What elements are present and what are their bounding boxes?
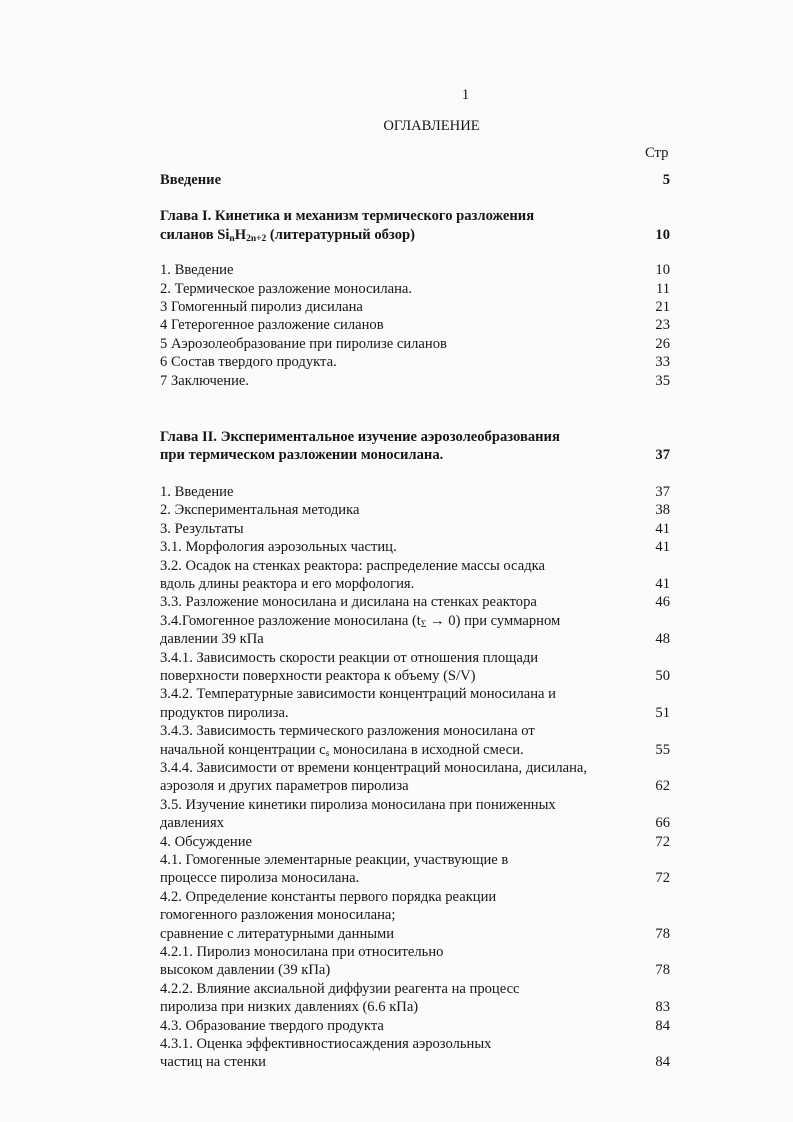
- entry-title-line: вдоль длины реактора и его морфология.: [160, 575, 415, 592]
- entry-page-number: 23: [655, 317, 670, 334]
- entry-title-line: 3 Гомогенный пиролиз дисилана: [160, 299, 363, 316]
- entry-page-number: 33: [655, 354, 670, 371]
- text-segment: 3.4.Гомогенное разложение моносилана (t: [160, 612, 421, 629]
- toc-entry: [160, 722, 670, 759]
- toc-entry: [160, 888, 670, 943]
- text-segment: моносилана в исходной смеси.: [329, 741, 524, 758]
- toc-entry: [160, 483, 670, 501]
- toc-entry: [160, 649, 670, 686]
- entry-title-line: сравнение с литературными данными: [160, 925, 395, 942]
- entry-page-number: 48: [655, 631, 670, 648]
- entry-title-line: пиролиза при низких давлениях (6.6 кПа): [160, 999, 419, 1016]
- toc-entry: [160, 612, 670, 649]
- subscript: n: [229, 233, 235, 244]
- toc-chapter-entry: [160, 171, 670, 189]
- toc-entry: [160, 353, 670, 371]
- entry-title-line: [160, 226, 670, 244]
- entry-title-line: давлении 39 кПа: [160, 631, 264, 648]
- entry-title-line: гомогенного разложения моносилана;: [160, 907, 396, 924]
- entry-page-number: 41: [655, 539, 670, 556]
- toc-entry: [160, 372, 670, 390]
- toc-entry: [160, 335, 670, 353]
- entry-page-number: 84: [655, 1054, 670, 1071]
- entry-title-line: 3.1. Морфология аэрозольных частиц.: [160, 539, 397, 556]
- entry-page-number: 50: [655, 667, 670, 684]
- entry-page-number: 38: [655, 502, 670, 519]
- toc-entry: [160, 1035, 670, 1072]
- toc-entry: [160, 851, 670, 888]
- toc-entry: [160, 298, 670, 316]
- text-segment: (литературный обзор): [266, 226, 415, 243]
- page-column-label: Стр: [645, 145, 669, 161]
- entry-page-number: 21: [655, 299, 670, 316]
- entry-title-line: процессе пиролиза моносилана.: [160, 870, 360, 887]
- toc-entry: [160, 980, 670, 1017]
- entry-title-line: 1. Введение: [160, 262, 234, 279]
- entry-page-number: 78: [655, 925, 670, 942]
- toc-entry: [160, 316, 670, 334]
- subscript: s: [325, 748, 330, 759]
- entry-title-line: 3.4.4. Зависимости от времени концентраций моносилана, дисилана,: [160, 759, 588, 776]
- text-segment: → 0) при суммарном: [426, 612, 561, 629]
- entry-title-line: 4.1. Гомогенные элементарные реакции, участвующие в: [160, 852, 509, 868]
- entry-title-line: продуктов пиролиза.: [160, 704, 289, 721]
- entry-title-line: 6 Состав твердого продукта.: [160, 354, 337, 371]
- entry-title-line: поверхности поверхности реактора к объему (S/V): [160, 667, 476, 684]
- toc-entry: [160, 538, 670, 556]
- entry-title-line: 7 Заключение.: [160, 372, 250, 389]
- toc-entry: [160, 685, 670, 722]
- entry-title-line: [160, 612, 670, 630]
- entry-page-number: 55: [655, 741, 670, 758]
- toc-entry: [160, 759, 670, 796]
- toc-entry: [160, 557, 670, 594]
- entry-page-number: 72: [655, 833, 670, 850]
- entry-title-line: аэрозоля и других параметров пиролиза: [160, 778, 409, 795]
- entry-title-line: 3. Результаты: [160, 520, 244, 537]
- text-segment: начальной концентрации c: [160, 741, 326, 758]
- entry-page-number: 41: [655, 520, 670, 537]
- entry-title-line: Глава II. Экспериментальное изучение аэрозолеобразования: [160, 429, 560, 446]
- subscript: 2n+2: [246, 233, 267, 244]
- entry-page-number: 66: [655, 815, 670, 832]
- toc-entry: [160, 520, 670, 538]
- entry-title-line: 3.4.1. Зависимость скорости реакции от отношения площади: [160, 649, 539, 666]
- table-of-contents: [160, 171, 670, 1072]
- entry-page-number: 78: [655, 962, 670, 979]
- entry-title-line: 2. Термическое разложение моносилана.: [160, 280, 413, 297]
- entry-page-number: 41: [655, 575, 670, 592]
- toc-entry: [160, 943, 670, 980]
- entry-page-number: 37: [655, 447, 670, 464]
- entry-title-line: 4.2.1. Пиролиз моносилана при относительно: [160, 944, 444, 961]
- entry-title-line: 1. Введение: [160, 483, 234, 500]
- toc-title: ОГЛАВЛЕНИЕ: [383, 118, 480, 134]
- entry-title-line: частиц на стенки: [160, 1054, 266, 1071]
- entry-title-line: 3.3. Разложение моносилана и дисилана на стенках реактора: [160, 594, 537, 611]
- entry-title-line: 3.4.3. Зависимость термического разложения моносилана от: [160, 723, 535, 740]
- entry-page-number: 35: [655, 372, 670, 389]
- toc-chapter-entry: [160, 207, 670, 244]
- entry-title-line: при термическом разложении моносилана.: [160, 447, 444, 464]
- entry-title-line: 5 Аэрозолеобразование при пиролизе силанов: [160, 335, 447, 352]
- entry-page-number: 5: [662, 172, 670, 188]
- text-segment: силанов Si: [160, 226, 230, 243]
- entry-title-line: 4 Гетерогенное разложение силанов: [160, 317, 384, 334]
- entry-title-line: 3.4.2. Температурные зависимости концентраций моносилана и: [160, 686, 556, 703]
- toc-entry: [160, 796, 670, 833]
- entry-title-line: Глава I. Кинетика и механизм термического разложения: [160, 208, 535, 225]
- entry-title-line: 4. Обсуждение: [160, 833, 253, 850]
- entry-page-number: 10: [655, 262, 670, 279]
- entry-title-line: высоком давлении (39 кПа): [160, 962, 331, 979]
- entry-title-line: 2. Экспериментальная методика: [160, 502, 360, 519]
- toc-entry: [160, 593, 670, 611]
- entry-title-line: 3.5. Изучение кинетики пиролиза моносилана при пониженных: [160, 796, 556, 813]
- toc-chapter-entry: [160, 428, 670, 465]
- entry-page-number: 10: [655, 226, 670, 243]
- entry-title-line: [160, 741, 670, 759]
- entry-title-line: 4.2.2. Влияние аксиальной диффузии реагента на процесс: [160, 980, 520, 997]
- toc-entry: [160, 833, 670, 851]
- entry-page-number: 11: [655, 280, 670, 297]
- entry-title-line: 4.3. Образование твердого продукта: [160, 1017, 384, 1034]
- entry-page-number: 46: [655, 594, 670, 611]
- entry-page-number: 51: [655, 704, 670, 721]
- entry-title-line: Введение: [160, 172, 222, 188]
- entry-title-line: 4.3.1. Оценка эффективностиосаждения аэрозольных: [160, 1036, 492, 1053]
- toc-entry: [160, 1017, 670, 1035]
- toc-entry: [160, 280, 670, 298]
- text-segment: H: [234, 226, 247, 243]
- entry-page-number: 84: [655, 1017, 670, 1034]
- subscript: Σ: [420, 619, 427, 630]
- entry-page-number: 83: [655, 999, 670, 1016]
- entry-page-number: 37: [655, 483, 670, 500]
- entry-title-line: 4.2. Определение константы первого порядка реакции: [160, 888, 497, 905]
- toc-entry: [160, 501, 670, 519]
- page-number: 1: [461, 87, 470, 103]
- entry-title-line: давлениях: [160, 815, 224, 832]
- entry-page-number: 72: [655, 870, 670, 887]
- entry-title-line: 3.2. Осадок на стенках реактора: распределение массы осадка: [160, 557, 545, 574]
- entry-page-number: 26: [655, 335, 670, 352]
- entry-page-number: 62: [655, 778, 670, 795]
- toc-entry: [160, 261, 670, 279]
